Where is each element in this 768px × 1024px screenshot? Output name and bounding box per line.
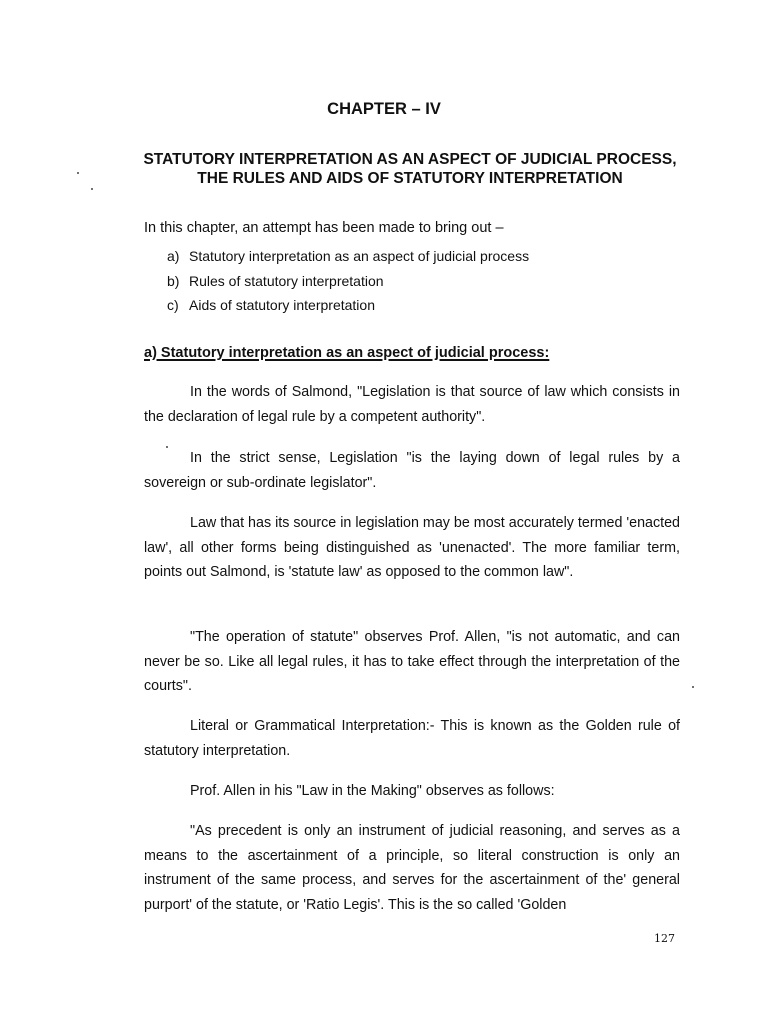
list-marker: c) xyxy=(167,297,179,313)
list-item xyxy=(167,269,529,294)
scan-speck xyxy=(692,686,694,688)
list-item-text: Aids of statutory interpretation xyxy=(189,297,375,313)
paragraph-enacted-law: Law that has its source in legislation may be most accurately termed 'enacted law', all other forms being distinguished as 'unenacted'. The more familiar term, points out Salmond, is 'statute law' as opposed to the common law". xyxy=(144,515,680,580)
paragraph-allen-operation: "The operation of statute" observes Prof. Allen, "is not automatic, and can never be so. Like all legal rules, it has to take effect through the interpretation of the courts". xyxy=(144,629,680,694)
chapter-heading: CHAPTER – IV xyxy=(327,100,441,118)
scan-speck xyxy=(91,188,93,190)
list-item-text: Statutory interpretation as an aspect of judicial process xyxy=(189,248,530,264)
scan-speck xyxy=(77,172,79,174)
page-number: 127 xyxy=(654,932,675,945)
paragraph-salmond: In the words of Salmond, "Legislation is that source of law which consists in the declaration of legal rule by a competent authority". xyxy=(144,384,680,425)
chapter-title: STATUTORY INTERPRETATION AS AN ASPECT OF JUDICIAL PROCESS, THE RULES AND AIDS OF STATUTORY INTERPRETATION xyxy=(143,151,677,187)
section-heading: a) Statutory interpretation as an aspect of judicial process: xyxy=(144,345,550,361)
topic-list xyxy=(167,244,529,318)
paragraph-law-in-making: Prof. Allen in his "Law in the Making" observes as follows: xyxy=(190,783,555,799)
scan-speck xyxy=(166,446,168,448)
list-marker: a) xyxy=(167,248,180,264)
list-item xyxy=(167,293,529,318)
paragraph-strict-sense: In the strict sense, Legislation "is the laying down of legal rules by a sovereign or sub-ordinate legislator". xyxy=(144,450,680,491)
paragraph-literal-interpretation: Literal or Grammatical Interpretation:- This is known as the Golden rule of statutory interpretation. xyxy=(144,718,680,759)
intro-text: In this chapter, an attempt has been made to bring out – xyxy=(144,220,504,236)
list-item-text: Rules of statutory interpretation xyxy=(189,272,384,289)
list-item xyxy=(167,244,529,269)
list-marker: b) xyxy=(167,272,180,289)
paragraph-precedent-quote: "As precedent is only an instrument of judicial reasoning, and serves as a means to the ascertainment of a principle, so literal construction is only an instrument of the same process, and serves for the ascertainment of the' general purport' of the statute, or 'Ratio Legis'. This is the so called 'Golden xyxy=(144,823,680,913)
